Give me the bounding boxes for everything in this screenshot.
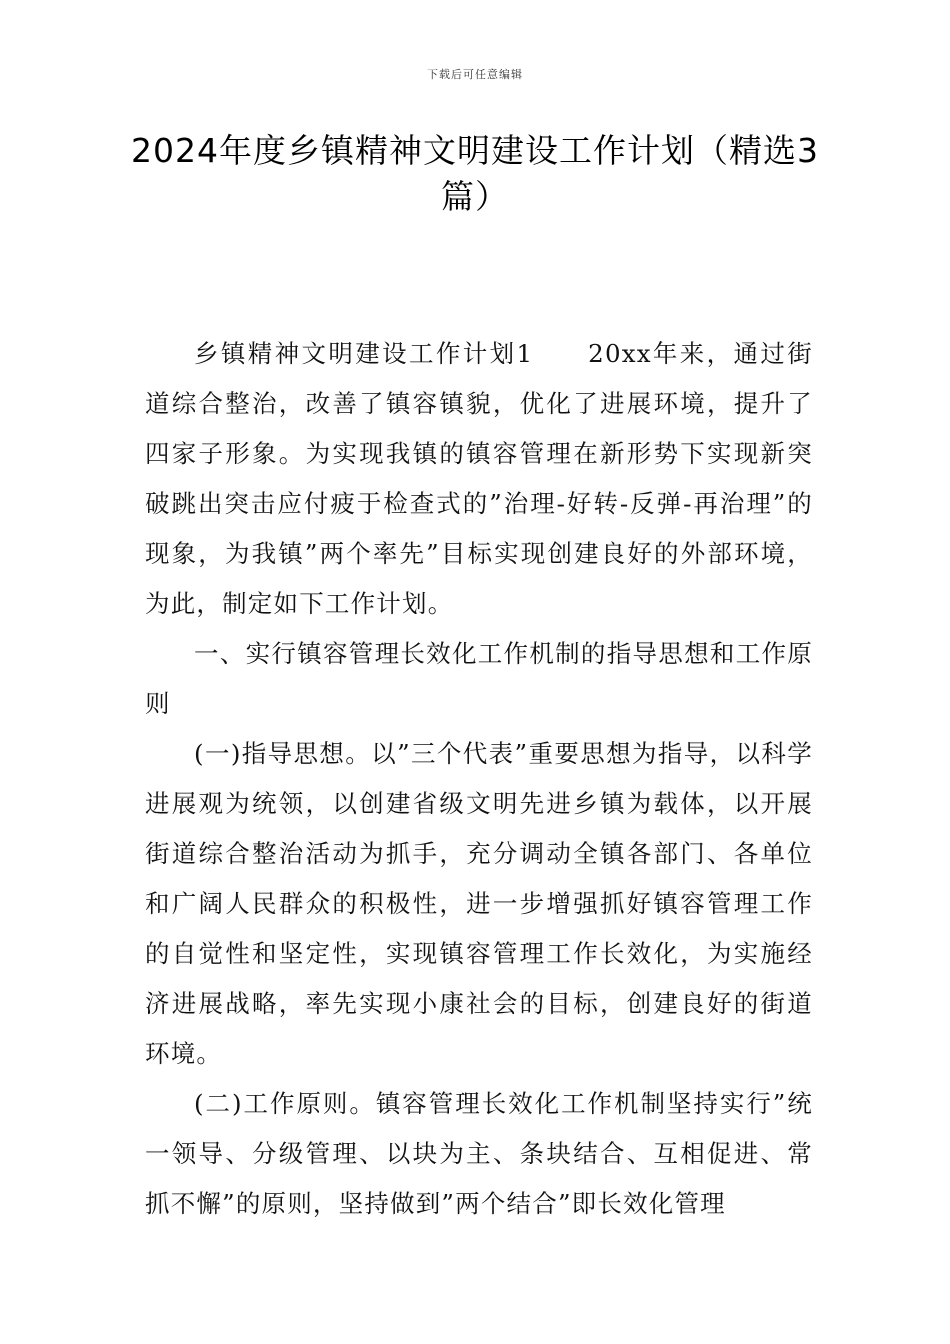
paragraph-section-1-heading: 一、实行镇容管理长效化工作机制的指导思想和工作原则: [145, 639, 813, 718]
document-body: [145, 329, 813, 1229]
document-title: 2024年度乡镇精神文明建设工作计划（精选3篇）: [131, 131, 819, 216]
paragraph-intro: 乡镇精神文明建设工作计划1 20xx年来，通过街道综合整治，改善了镇容镇貌，优化了进展环境，提升了四家子形象。为实现我镇的镇容管理在新形势下实现新突破跳出突击应付疲于检查式的”治理-好转-反弹-再治理”的现象，为我镇”两个率先”目标实现创建良好的外部环境，为此，制定如下工作计划。: [145, 339, 813, 618]
paragraph-guiding-ideology: (一)指导思想。以”三个代表”重要思想为指导，以科学进展观为统领，以创建省级文明先进乡镇为载体，以开展街道综合整治活动为抓手，充分调动全镇各部门、各单位和广阔人民群众的积极性，进一步增强抓好镇容管理工作的自觉性和坚定性，实现镇容管理工作长效化，为实施经济进展战略，率先实现小康社会的目标，创建良好的街道环境。: [145, 739, 813, 1068]
header-note: 下载后可任意编辑: [427, 68, 523, 81]
paragraph-working-principles: (二)工作原则。镇容管理长效化工作机制坚持实行”统一领导、分级管理、以块为主、条块结合、互相促进、常抓不懈”的原则，坚持做到”两个结合”即长效化管理: [145, 1089, 813, 1218]
